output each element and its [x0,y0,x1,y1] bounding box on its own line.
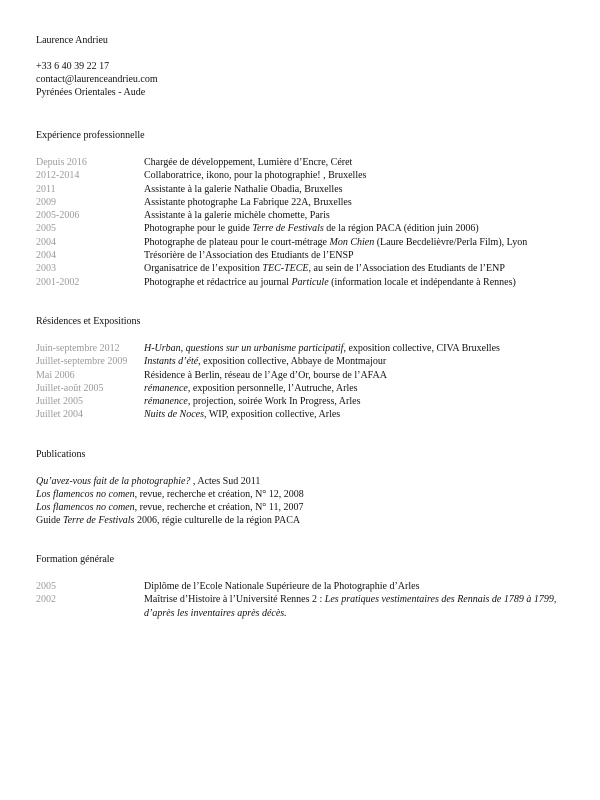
experience-date: 2011 [36,183,56,195]
experience-text: Collaboratrice, ikono, pour la photographie! , Bruxelles [144,170,367,182]
experience-row [36,183,576,196]
experience-section [36,129,576,289]
residence-row [36,342,576,355]
experience-row [36,262,576,275]
email-address: contact@laurenceandrieu.com [36,74,158,85]
formation-text: Maîtrise d’Histoire à l’Université Rennes 2 : Les pratiques vestimentaires des Rennais de 1789 à 1799, d’après les inventaires après décès. [144,594,557,619]
experience-text: Assistante à la galerie Nathalie Obadia, Bruxelles [144,183,343,195]
residence-text: Nuits de Noces, WIP, exposition collective, Arles [144,409,341,421]
experience-row [36,249,576,262]
formation-date: 2002 [36,594,56,606]
experience-date: Depuis 2016 [36,157,87,168]
publication-item: Guide Terre de Festivals 2006, régie culturelle de la région PACA [36,514,301,526]
residence-date: Juillet-août 2005 [36,382,104,394]
publications-title: Publications [36,448,86,460]
residence-row [36,369,576,382]
formation-section [36,553,576,620]
experience-text: Assistante à la galerie michèle chomette, Paris [144,210,330,222]
formation-text: Diplôme de l’Ecole Nationale Supérieure de la Photographie d’Arles [144,580,420,592]
formation-date: 2005 [36,580,56,592]
residence-row [36,395,576,408]
residence-row [36,408,576,421]
experience-text: Organisatrice de l’exposition TEC-TECE, au sein de l’Association des Etudiants de l’ENP [144,263,505,275]
publication-item: Los flamencos no comen, revue, recherche et création, N° 11, 2007 [36,501,304,513]
experience-row [36,196,576,209]
experience-date: 2012-2014 [36,170,80,182]
experience-text: Photographe pour le guide Terre de Festivals de la région PACA (édition juin 2006) [144,223,479,235]
phone-number: +33 6 40 39 22 17 [36,61,110,72]
experience-row [36,222,576,235]
residence-row [36,355,576,368]
experience-date: 2005-2006 [36,210,80,222]
experience-row [36,209,576,222]
experience-row [36,276,576,289]
experience-text: Photographe et rédactrice au journal Particule (information locale et indépendante à Rennes) [144,276,516,288]
experience-row [36,156,576,169]
location: Pyrénées Orientales - Aude [36,87,146,98]
residence-text: rémanence, exposition personnelle, l’Autruche, Arles [144,382,358,394]
person-name: Laurence Andrieu [36,35,108,46]
publication-item: Qu’avez-vous fait de la photographie? , Actes Sud 2011 [36,475,261,487]
residence-date: Juillet 2004 [36,409,83,421]
experience-text: Photographe de plateau pour le court-métrage Mon Chien (Laure Becdelièvre/Perla Film), Lyon [144,236,528,248]
experience-text: Assistante photographe La Fabrique 22A, Bruxelles [144,196,352,208]
residence-date: Juin-septembre 2012 [36,342,120,354]
formation-row [36,580,576,593]
experience-date: 2009 [36,196,56,208]
experience-date: 2003 [36,263,56,275]
residence-text: Instants d’été, exposition collective, Abbaye de Montmajour [144,356,387,368]
residence-row [36,382,576,395]
residence-text: rémanence, projection, soirée Work In Progress, Arles [144,396,361,408]
publication-item: Los flamencos no comen, revue, recherche et création, N° 12, 2008 [36,488,304,500]
experience-date: 2004 [36,236,56,248]
residence-date: Juillet-septembre 2009 [36,356,128,368]
experience-text: Chargée de développement, Lumière d’Encre, Céret [144,157,353,168]
experience-row [36,169,576,182]
formation-row [36,593,576,620]
residences-title: Résidences et Expositions [36,315,141,327]
experience-date: 2004 [36,250,56,262]
publications-section [36,448,576,527]
residence-text: Résidence à Berlin, réseau de l’Age d’Or, bourse de l’AFAA [144,369,387,381]
experience-row [36,236,576,249]
experience-date: 2005 [36,223,56,235]
residence-date: Juillet 2005 [36,396,83,408]
experience-date: 2001-2002 [36,276,80,288]
residences-section [36,315,576,422]
formation-title: Formation générale [36,553,115,565]
residence-text: H-Urban, questions sur un urbanisme participatif, exposition collective, CIVA Bruxelles [144,342,500,354]
residence-date: Mai 2006 [36,369,75,381]
cv-page [36,34,576,620]
experience-text: Trésorière de l’Association des Etudiants de l’ENSP [144,250,354,262]
experience-title: Expérience professionnelle [36,130,145,141]
